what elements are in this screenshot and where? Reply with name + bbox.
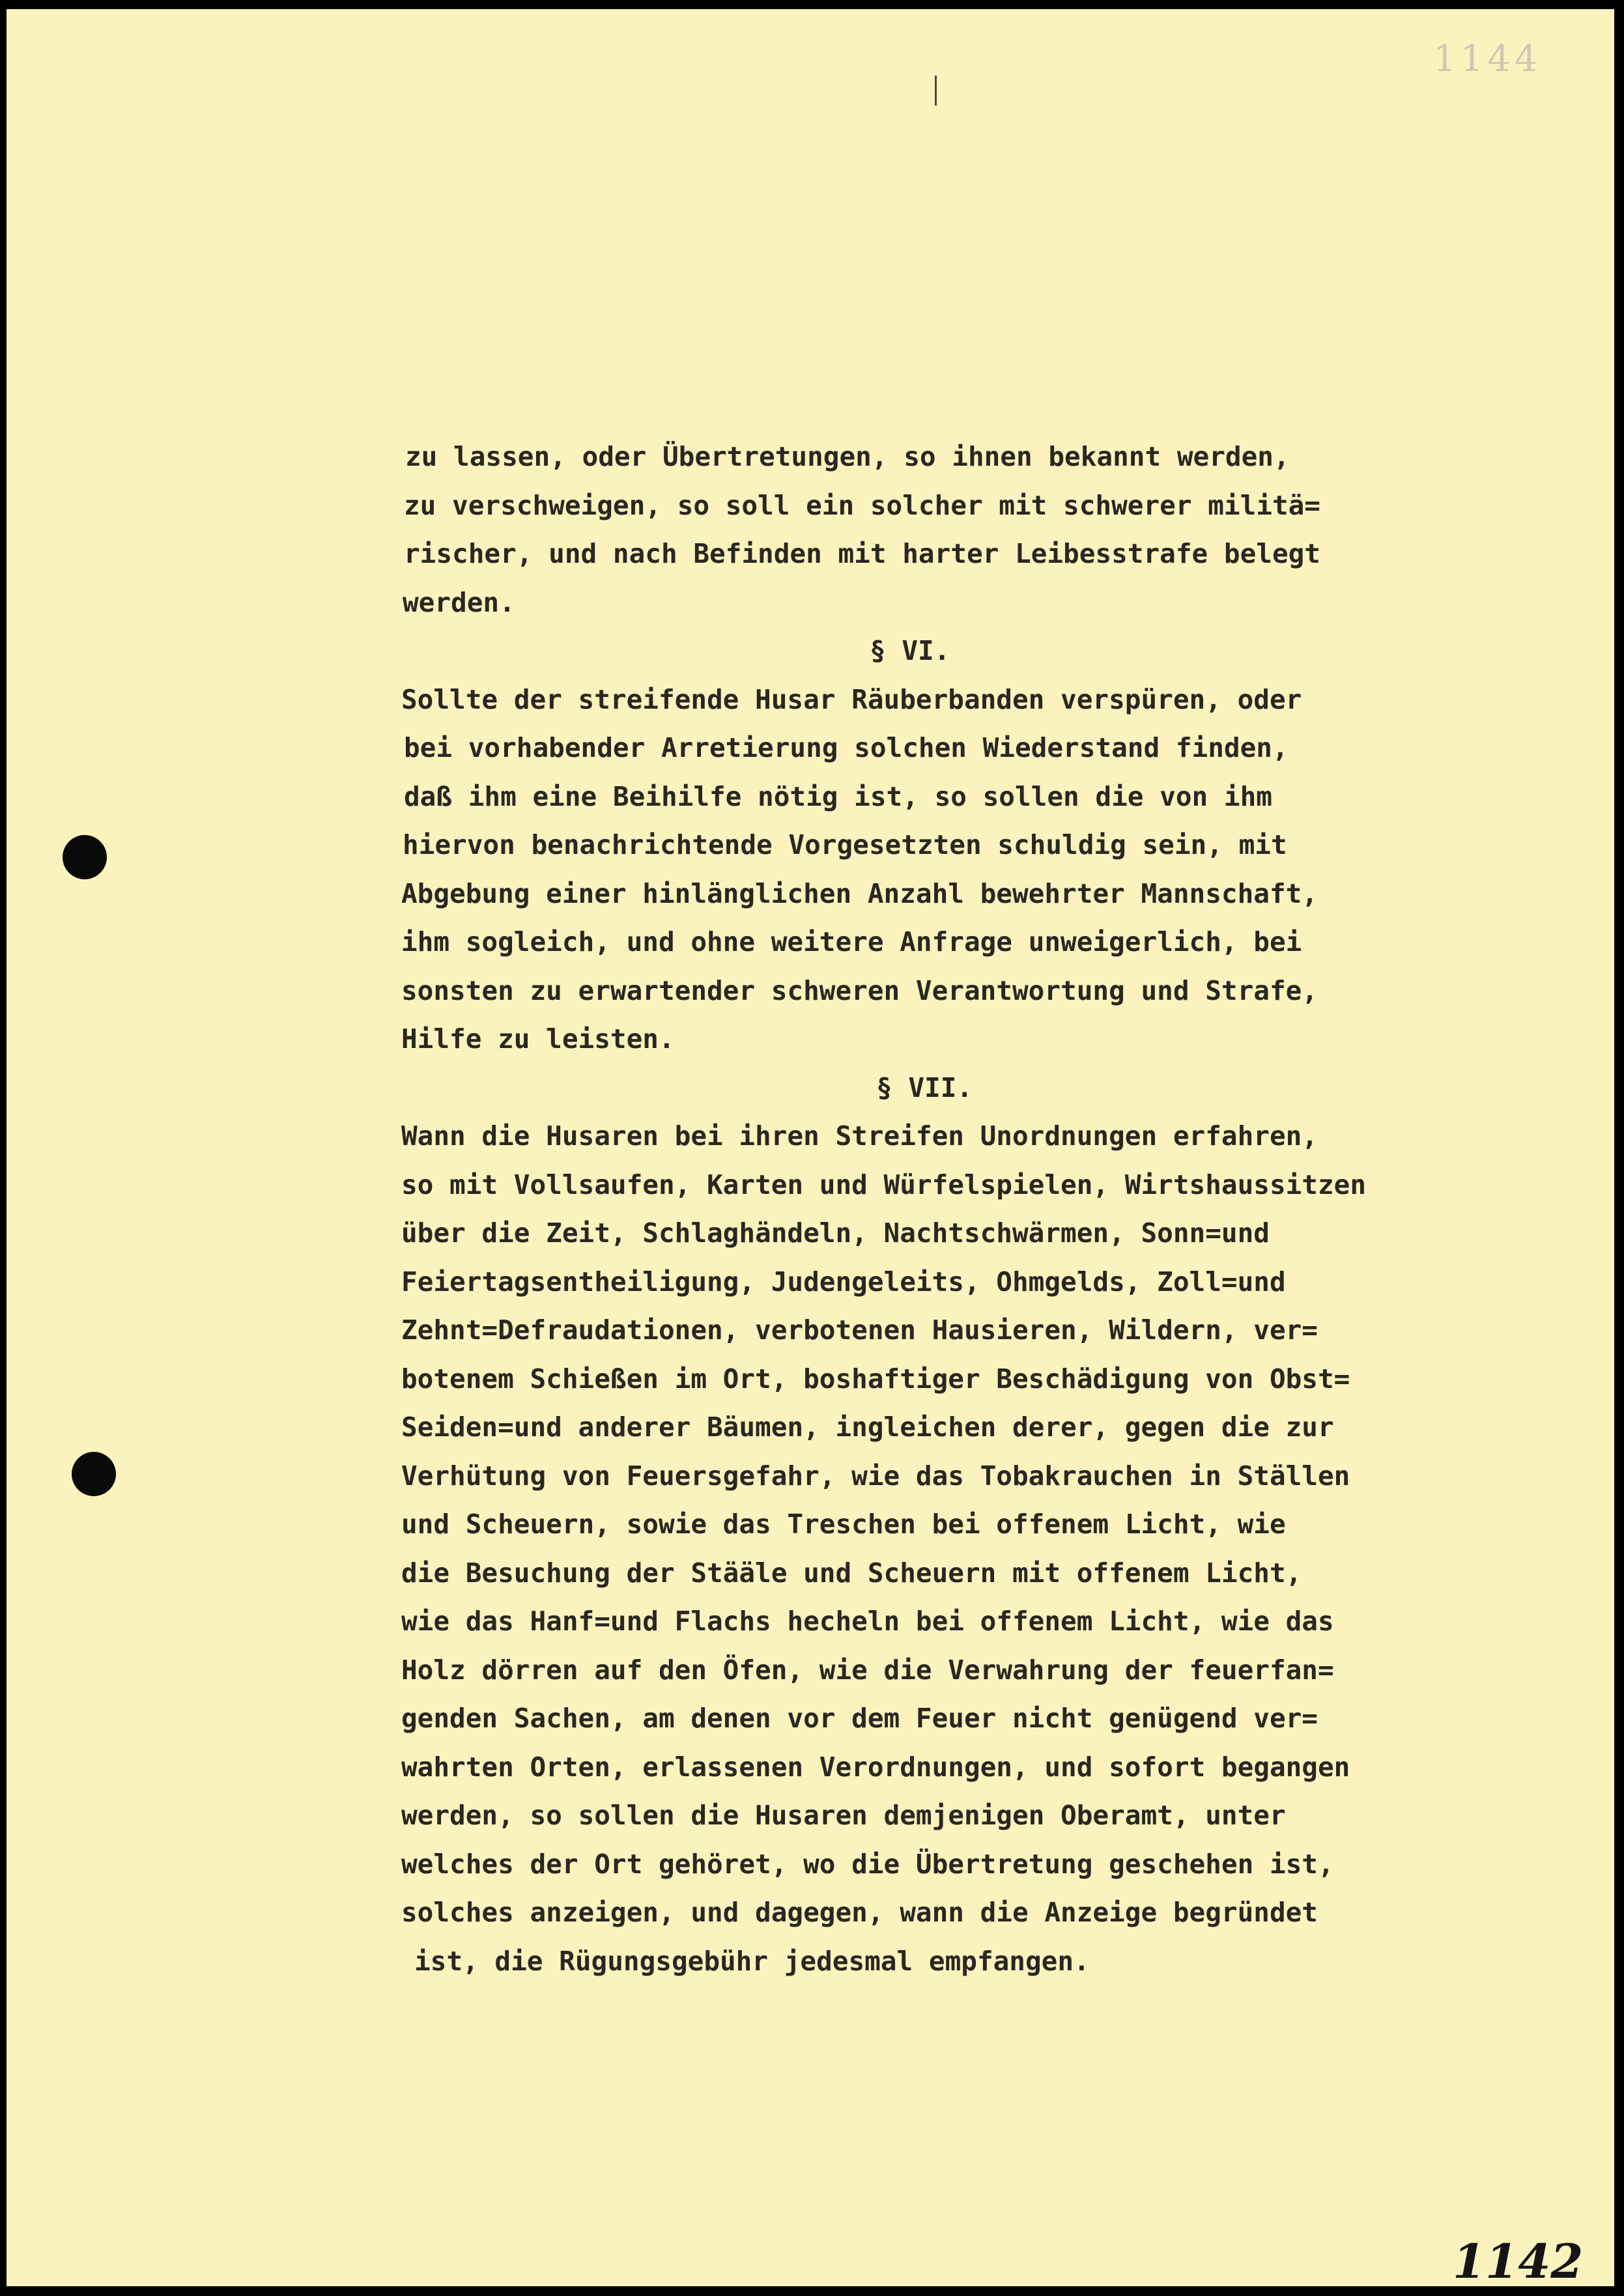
text-line: wie das Hanf=und Flachs hecheln bei offenem Licht, wie das bbox=[401, 1606, 1334, 1637]
text-line: Abgebung einer hinlänglichen Anzahl bewehrter Mannschaft, bbox=[401, 877, 1318, 909]
text-line: genden Sachen, am denen vor dem Feuer nicht genügend ver= bbox=[401, 1703, 1318, 1734]
text-line: Zehnt=Defraudationen, verbotenen Hausieren, Wildern, ver= bbox=[401, 1314, 1318, 1346]
text-line: Seiden=und anderer Bäumen, ingleichen derer, gegen die zur bbox=[401, 1411, 1334, 1443]
text-line: daß ihm eine Beihilfe nötig ist, so sollen die von ihm bbox=[404, 780, 1272, 812]
folio-number: 1142 bbox=[1453, 2233, 1584, 2289]
text-line: die Besuchung der Stääle und Scheuern mit offenem Licht, bbox=[401, 1557, 1302, 1589]
text-line: und Scheuern, sowie das Treschen bei offenem Licht, wie bbox=[401, 1509, 1286, 1540]
text-line: Hilfe zu leisten. bbox=[401, 1023, 675, 1055]
text-line: Wann die Husaren bei ihren Streifen Unordnungen erfahren, bbox=[401, 1120, 1318, 1152]
text-line: wahrten Orten, erlassenen Verordnungen, und sofort begangen bbox=[401, 1751, 1350, 1783]
section-heading-vi: § VI. bbox=[870, 635, 950, 666]
text-line: welches der Ort gehöret, wo die Übertretung geschehen ist, bbox=[401, 1848, 1334, 1880]
text-line: rischer, und nach Befinden mit harter Leibesstrafe belegt bbox=[404, 538, 1320, 569]
text-line: sonsten zu erwartender schweren Verantwortung und Strafe, bbox=[401, 974, 1318, 1006]
text-line: werden, so sollen die Husaren demjenigen Oberamt, unter bbox=[401, 1800, 1286, 1831]
text-line: Feiertagsentheiligung, Judengeleits, Ohmgelds, Zoll=und bbox=[401, 1266, 1286, 1297]
archive-pencil-number: 1144 bbox=[1433, 38, 1542, 80]
text-line: hiervon benachrichtende Vorgesetzten schuldig sein, mit bbox=[403, 829, 1287, 860]
tick-mark bbox=[935, 76, 937, 106]
text-line: zu lassen, oder Übertretungen, so ihnen bekannt werden, bbox=[405, 441, 1290, 472]
typed-text-body bbox=[397, 432, 1609, 1985]
section-heading-vii: § VII. bbox=[876, 1071, 973, 1103]
text-line: ihm sogleich, und ohne weitere Anfrage unweigerlich, bei bbox=[401, 926, 1302, 957]
text-line: über die Zeit, Schlaghändeln, Nachtschwärmen, Sonn=und bbox=[401, 1217, 1270, 1249]
document-page bbox=[7, 9, 1614, 2289]
text-line: bei vorhabender Arretierung solchen Wiederstand finden, bbox=[404, 732, 1289, 763]
text-line: werden. bbox=[403, 586, 515, 618]
text-line: botenem Schießen im Ort, boshaftiger Beschädigung von Obst= bbox=[401, 1363, 1350, 1395]
punch-hole-icon bbox=[63, 835, 107, 879]
text-line: Holz dörren auf den Öfen, wie die Verwahrung der feuerfan= bbox=[401, 1654, 1334, 1686]
punch-hole-icon bbox=[72, 1452, 116, 1496]
text-line: zu verschweigen, so soll ein solcher mit schwerer militä= bbox=[404, 489, 1320, 521]
text-line: Verhütung von Feuersgefahr, wie das Tobakrauchen in Ställen bbox=[401, 1460, 1350, 1492]
text-line: so mit Vollsaufen, Karten und Würfelspielen, Wirtshaussitzen bbox=[401, 1169, 1367, 1200]
text-line: Sollte der streifende Husar Räuberbanden verspüren, oder bbox=[401, 683, 1302, 715]
text-line: ist, die Rügungsgebühr jedesmal empfangen. bbox=[414, 1945, 1090, 1977]
text-line: solches anzeigen, und dagegen, wann die Anzeige begründet bbox=[401, 1897, 1318, 1928]
